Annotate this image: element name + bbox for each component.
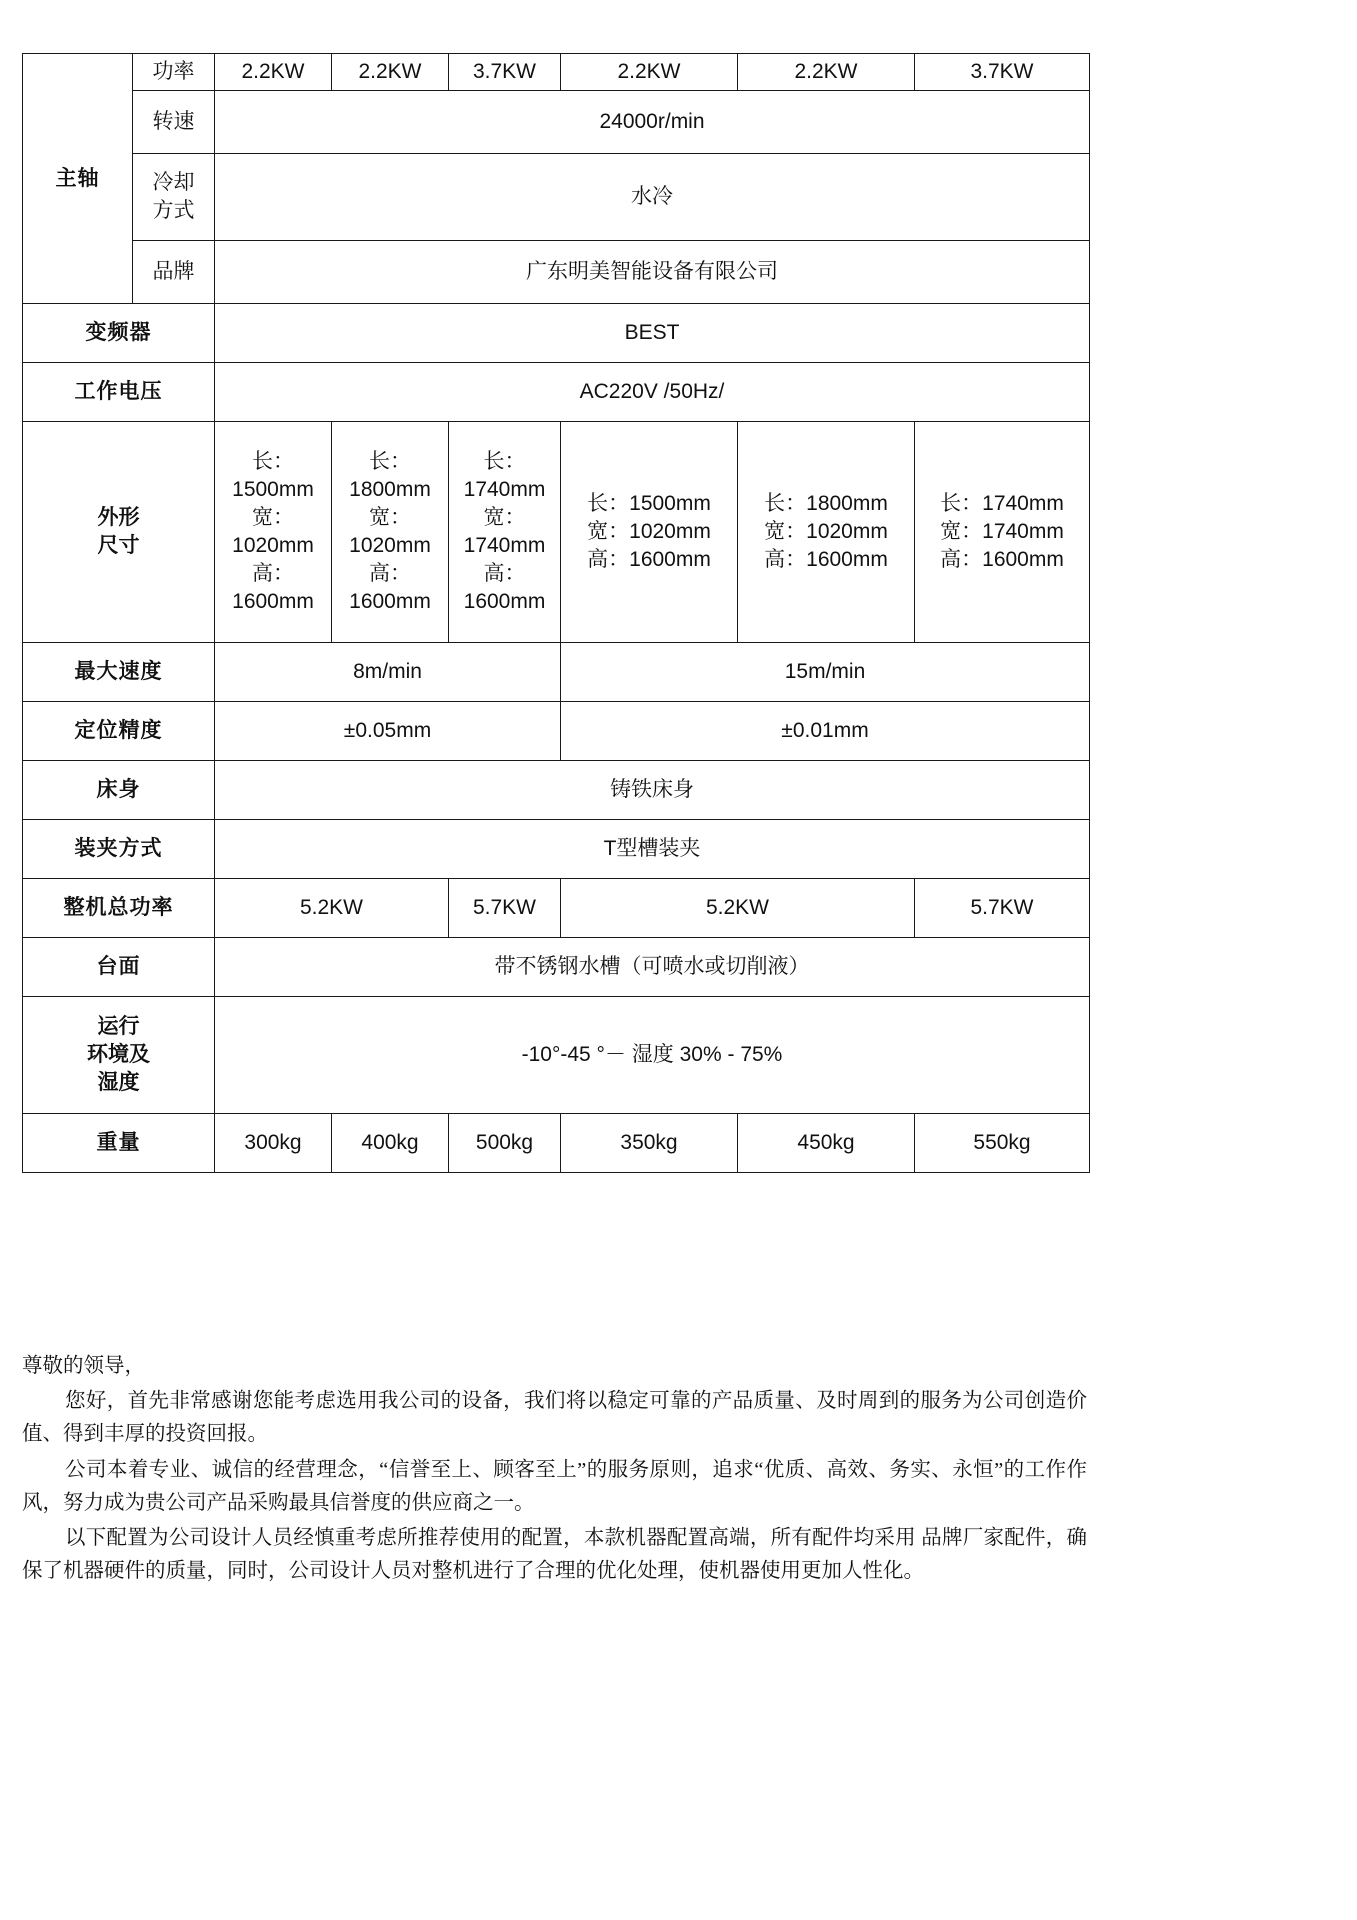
cell-total-power-1: 5.2KW (215, 879, 449, 938)
cell-dimensions-2 (332, 422, 449, 643)
cell-total-power-4: 5.7KW (915, 879, 1090, 938)
cell-environment-value: -10°-45 °－ 湿度 30% - 75% (215, 997, 1090, 1114)
dim5-length: 长：1800mm (764, 491, 888, 515)
cell-speed-value: 24000r/min (215, 91, 1090, 154)
table-row-clamping (23, 820, 1090, 879)
row-label-spindle: 主轴 (23, 54, 133, 304)
table-row-weight (23, 1114, 1090, 1173)
dimensions-label-line-1: 外形 (97, 506, 140, 529)
table-row-environment (23, 997, 1090, 1114)
dim5-height: 高：1600mm (764, 548, 888, 572)
cell-power-1: 2.2KW (215, 54, 332, 91)
dim1-width-value: 1020mm (232, 534, 314, 558)
environment-label-line-1: 运行 (97, 1014, 140, 1038)
table-row-voltage (23, 363, 1090, 422)
row-label-clamping: 装夹方式 (23, 820, 215, 879)
table-row-total-power (23, 879, 1090, 938)
cell-brand-value: 广东明美智能设备有限公司 (215, 241, 1090, 304)
cell-dimensions-4 (561, 422, 738, 643)
cell-weight-5: 450kg (738, 1114, 915, 1173)
cell-weight-4: 350kg (561, 1114, 738, 1173)
cell-total-power-2: 5.7KW (449, 879, 561, 938)
dim6-width: 宽：1740mm (940, 520, 1064, 544)
cooling-label-line-1: 冷却 (152, 171, 195, 194)
letter-paragraph-1: 您好，首先非常感谢您能考虑选用我公司的设备，我们将以稳定可靠的产品质量、及时周到的服务为公司创造价值、得到丰厚的投资回报。 (22, 1390, 1087, 1446)
cell-dimensions-5 (738, 422, 915, 643)
dim4-width: 宽：1020mm (587, 520, 711, 544)
table-row-spindle-brand (23, 241, 1090, 304)
dim3-width-label: 宽： (483, 506, 526, 529)
dim1-height-value: 1600mm (232, 590, 314, 614)
cell-power-2: 2.2KW (332, 54, 449, 91)
table-row-positioning-accuracy (23, 702, 1090, 761)
row-label-total-power: 整机总功率 (23, 879, 215, 938)
dim1-width-label: 宽： (252, 506, 294, 529)
cell-weight-2: 400kg (332, 1114, 449, 1173)
dim2-width-value: 1020mm (349, 534, 431, 558)
dim3-length-label: 长： (483, 449, 526, 473)
table-row-bed (23, 761, 1090, 820)
dim1-height-label: 高： (252, 562, 294, 586)
dim2-width-label: 宽： (369, 506, 411, 529)
cell-cooling-value: 水冷 (215, 154, 1090, 241)
table-row-dimensions (23, 422, 1090, 643)
cell-voltage-value: AC220V /50Hz/ (215, 363, 1090, 422)
cell-accuracy-left: ±0.05mm (215, 702, 561, 761)
dim3-height-value: 1600mm (463, 590, 546, 614)
dim4-length: 长：1500mm (587, 491, 711, 515)
letter-paragraph-3: 以下配置为公司设计人员经慎重考虑所推荐使用的配置，本款机器配置高端，所有配件均采用 品牌厂家配件，确保了机器硬件的质量，同时，公司设计人员对整机进行了合理的优化处理，使机器使用更加人性化。 (22, 1527, 1087, 1583)
dim2-height-label: 高： (369, 562, 411, 586)
cell-weight-6: 550kg (915, 1114, 1090, 1173)
row-label-brand: 品牌 (133, 241, 215, 304)
dim2-height-value: 1600mm (349, 590, 431, 614)
cell-inverter-value: BEST (215, 304, 1090, 363)
dim4-height: 高：1600mm (587, 548, 711, 572)
cell-power-6: 3.7KW (915, 54, 1090, 91)
dim6-length: 长：1740mm (940, 491, 1064, 515)
cell-accuracy-right: ±0.01mm (561, 702, 1090, 761)
cell-dimensions-1 (215, 422, 332, 643)
table-row-max-speed (23, 643, 1090, 702)
table-row-spindle-power (23, 54, 1090, 91)
table-row-spindle-cooling (23, 154, 1090, 241)
row-label-power: 功率 (133, 54, 215, 91)
row-label-bed: 床身 (23, 761, 215, 820)
environment-label-line-2: 环境及 (87, 1043, 150, 1067)
cell-power-5: 2.2KW (738, 54, 915, 91)
row-label-table-surface: 台面 (23, 938, 215, 997)
cell-table-surface-value: 带不锈钢水槽（可喷水或切削液） (215, 938, 1090, 997)
cell-weight-1: 300kg (215, 1114, 332, 1173)
cell-bed-value: 铸铁床身 (215, 761, 1090, 820)
cell-max-speed-left: 8m/min (215, 643, 561, 702)
dim5-width: 宽：1020mm (764, 520, 888, 544)
dim6-height: 高：1600mm (940, 548, 1064, 572)
row-label-weight: 重量 (23, 1114, 215, 1173)
row-label-voltage: 工作电压 (23, 363, 215, 422)
table-row-table-surface (23, 938, 1090, 997)
row-label-inverter: 变频器 (23, 304, 215, 363)
row-label-positioning-accuracy: 定位精度 (23, 702, 215, 761)
table-row-inverter (23, 304, 1090, 363)
cooling-label-line-2: 方式 (152, 199, 195, 223)
dim3-height-label: 高： (483, 562, 526, 586)
dim1-length-value: 1500mm (232, 477, 314, 501)
dim3-width-value: 1740mm (463, 534, 546, 558)
row-label-dimensions (23, 422, 215, 643)
row-label-cooling (133, 154, 215, 241)
dim2-length-label: 长： (369, 449, 411, 473)
environment-label-line-3: 湿度 (97, 1071, 140, 1095)
cell-dimensions-3 (449, 422, 561, 643)
letter-salutation: 尊敬的领导， (22, 1355, 145, 1377)
dimensions-label-line-2: 尺寸 (97, 534, 140, 558)
cell-total-power-3: 5.2KW (561, 879, 915, 938)
dim3-length-value: 1740mm (463, 477, 546, 501)
cell-power-4: 2.2KW (561, 54, 738, 91)
row-label-speed: 转速 (133, 91, 215, 154)
cell-power-3: 3.7KW (449, 54, 561, 91)
dim1-length-label: 长： (252, 449, 294, 473)
cell-weight-3: 500kg (449, 1114, 561, 1173)
dim2-length-value: 1800mm (349, 477, 431, 501)
cell-max-speed-right: 15m/min (561, 643, 1090, 702)
table-row-spindle-speed (23, 91, 1090, 154)
letter-paragraph-2: 公司本着专业、诚信的经营理念，“信誉至上、顾客至上”的服务原则，追求“优质、高效、务实、永恒”的工作作风，努力成为贵公司产品采购最具信誉度的供应商之一。 (22, 1458, 1087, 1514)
cell-dimensions-6 (915, 422, 1090, 643)
row-label-max-speed: 最大速度 (23, 643, 215, 702)
row-label-environment (23, 997, 215, 1114)
closing-letter (22, 1350, 1087, 1590)
specification-table (22, 53, 1090, 1173)
cell-clamping-value: T型槽装夹 (215, 820, 1090, 879)
